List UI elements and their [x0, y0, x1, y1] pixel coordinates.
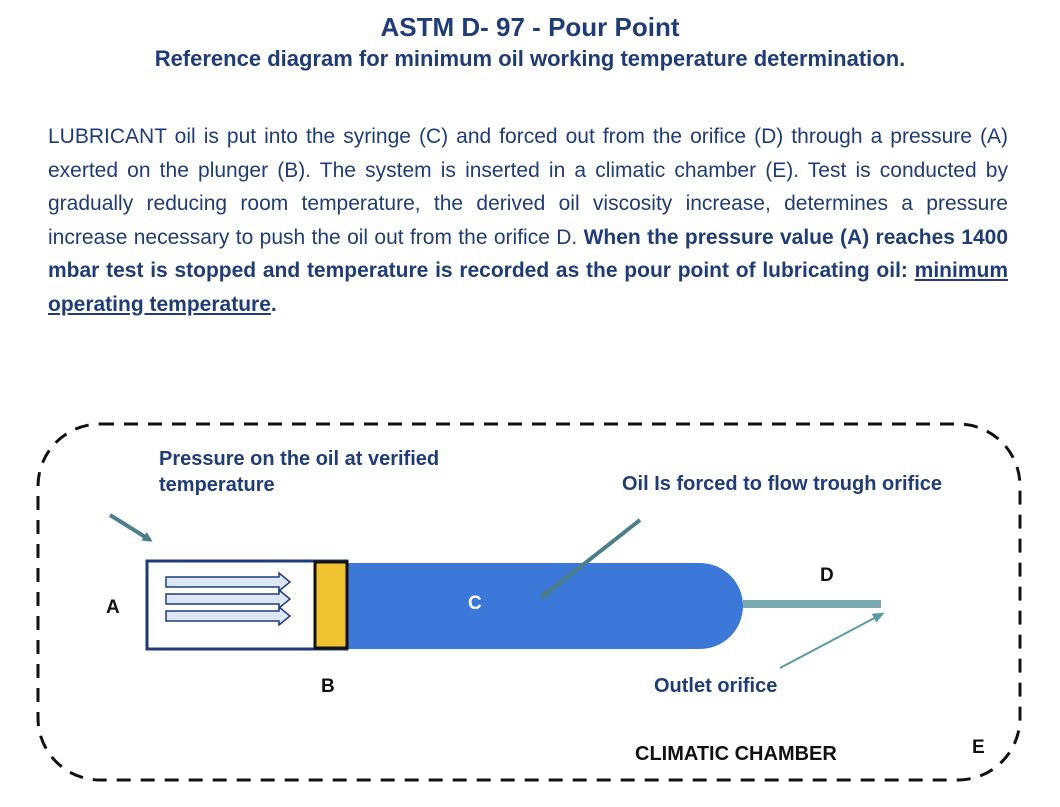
- label-c: C: [468, 593, 482, 614]
- label-a: A: [106, 597, 120, 618]
- chamber-label: CLIMATIC CHAMBER: [635, 743, 837, 765]
- label-b: B: [321, 676, 335, 697]
- pressure-label-line2: temperature: [159, 474, 275, 496]
- outlet-label: Outlet orifice: [654, 675, 778, 697]
- pressure-arrow: [110, 515, 150, 540]
- description-underlined-text: minimum operating temperature: [48, 259, 1008, 316]
- description-bold-text: When the pressure value (A) reaches 1400 mbar test is stopped and temperature is recorded as the pour point of lubricating oil:: [48, 225, 1008, 282]
- page-subtitle: Reference diagram for minimum oil working temperature determination.: [154, 46, 906, 71]
- label-d: D: [820, 565, 834, 586]
- flow-label: Oil Is forced to flow trough orifice: [622, 473, 943, 495]
- syringe-barrel: [345, 563, 743, 649]
- description-text: LUBRICANT oil is put into the syringe (C) and forced out from the orifice (D) through a pressure (A) exerted on the plunger (B). The system is inserted in a climatic chamber (E). Test is conducted by gradually reducing room temperature, the derived oil viscosity increase, determines a pressure increase necessary to push the oil out from the orifice D.: [48, 125, 1008, 249]
- pressure-label-line1: Pressure on the oil at verified: [159, 448, 440, 470]
- label-e: E: [972, 737, 985, 758]
- outlet-arrow: [780, 614, 882, 668]
- description-end: .: [270, 292, 277, 316]
- orifice-tube: [743, 600, 881, 608]
- pressure-arrows-group: [166, 573, 290, 625]
- plunger: [315, 562, 347, 648]
- page-title: ASTM D- 97 - Pour Point: [380, 12, 680, 42]
